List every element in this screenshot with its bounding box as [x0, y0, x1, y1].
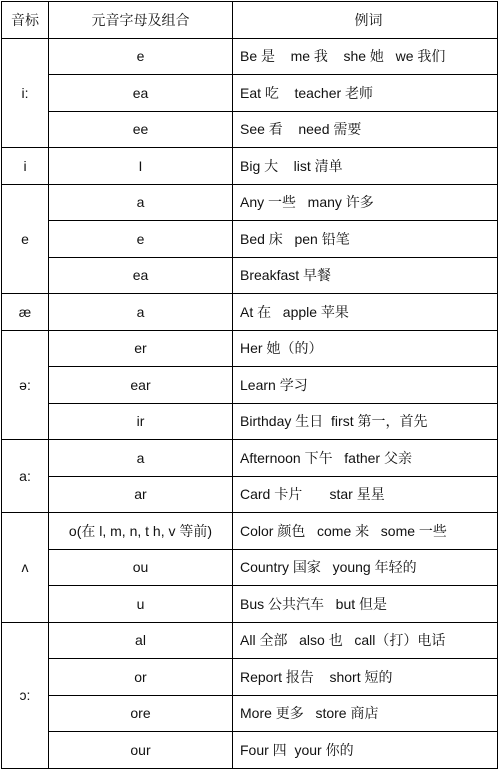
table-row	[2, 111, 498, 148]
table-row	[2, 695, 498, 732]
example-words: At 在 apple 苹果	[233, 294, 498, 331]
example-words: Learn 学习	[233, 367, 498, 404]
table-row	[2, 403, 498, 440]
vowel-combo: al	[49, 622, 233, 659]
phonetic-symbol: ə:	[2, 330, 49, 440]
vowel-combo: ea	[49, 75, 233, 112]
table-row	[2, 367, 498, 404]
header-vowels: 元音字母及组合	[49, 2, 233, 39]
example-words: Country 国家 young 年轻的	[233, 549, 498, 586]
example-words: Her 她（的）	[233, 330, 498, 367]
phonetic-symbol: ʌ	[2, 513, 49, 623]
vowel-combo: o(在 l, m, n, t h, v 等前)	[49, 513, 233, 550]
table-row	[2, 38, 498, 75]
table-row	[2, 476, 498, 513]
example-words: See 看 need 需要	[233, 111, 498, 148]
example-words: All 全部 also 也 call（打）电话	[233, 622, 498, 659]
table-row	[2, 549, 498, 586]
example-words: Be 是 me 我 she 她 we 我们	[233, 38, 498, 75]
table-row	[2, 330, 498, 367]
example-words: Color 颜色 come 来 some 一些	[233, 513, 498, 550]
vowel-combo: e	[49, 221, 233, 258]
table-row	[2, 732, 498, 769]
vowel-combo: ear	[49, 367, 233, 404]
example-words: Bus 公共汽车 but 但是	[233, 586, 498, 623]
vowel-combo: or	[49, 659, 233, 696]
example-words: Birthday 生日 first 第一，首先	[233, 403, 498, 440]
phonics-table	[1, 1, 498, 769]
example-words: More 更多 store 商店	[233, 695, 498, 732]
example-words: Bed 床 pen 铅笔	[233, 221, 498, 258]
vowel-combo: e	[49, 38, 233, 75]
example-words: Big 大 list 清单	[233, 148, 498, 185]
example-words: Any 一些 many 许多	[233, 184, 498, 221]
vowel-combo: u	[49, 586, 233, 623]
phonetic-symbol: a:	[2, 440, 49, 513]
phonetic-symbol: e	[2, 184, 49, 294]
table-row	[2, 184, 498, 221]
table-row	[2, 440, 498, 477]
vowel-combo: er	[49, 330, 233, 367]
example-words: Report 报告 short 短的	[233, 659, 498, 696]
vowel-combo: ou	[49, 549, 233, 586]
table-row	[2, 586, 498, 623]
vowel-combo: ore	[49, 695, 233, 732]
example-words: Eat 吃 teacher 老师	[233, 75, 498, 112]
vowel-combo: a	[49, 440, 233, 477]
table-row	[2, 148, 498, 185]
phonetic-symbol: ɔ:	[2, 622, 49, 768]
table-row	[2, 659, 498, 696]
vowel-combo: I	[49, 148, 233, 185]
vowel-combo: ea	[49, 257, 233, 294]
vowel-combo: a	[49, 184, 233, 221]
example-words: Card 卡片 star 星星	[233, 476, 498, 513]
example-words: Breakfast 早餐	[233, 257, 498, 294]
header-symbol: 音标	[2, 2, 49, 39]
phonetic-symbol: i:	[2, 38, 49, 148]
vowel-combo: our	[49, 732, 233, 769]
vowel-combo: ar	[49, 476, 233, 513]
header-row	[2, 2, 498, 39]
header-examples: 例词	[233, 2, 498, 39]
table-row	[2, 513, 498, 550]
table-row	[2, 221, 498, 258]
vowel-combo: ee	[49, 111, 233, 148]
phonetic-symbol: i	[2, 148, 49, 185]
table-row	[2, 75, 498, 112]
table-row	[2, 294, 498, 331]
vowel-combo: a	[49, 294, 233, 331]
table-row	[2, 257, 498, 294]
example-words: Four 四 your 你的	[233, 732, 498, 769]
phonetic-symbol: æ	[2, 294, 49, 331]
vowel-combo: ir	[49, 403, 233, 440]
table-row	[2, 622, 498, 659]
example-words: Afternoon 下午 father 父亲	[233, 440, 498, 477]
